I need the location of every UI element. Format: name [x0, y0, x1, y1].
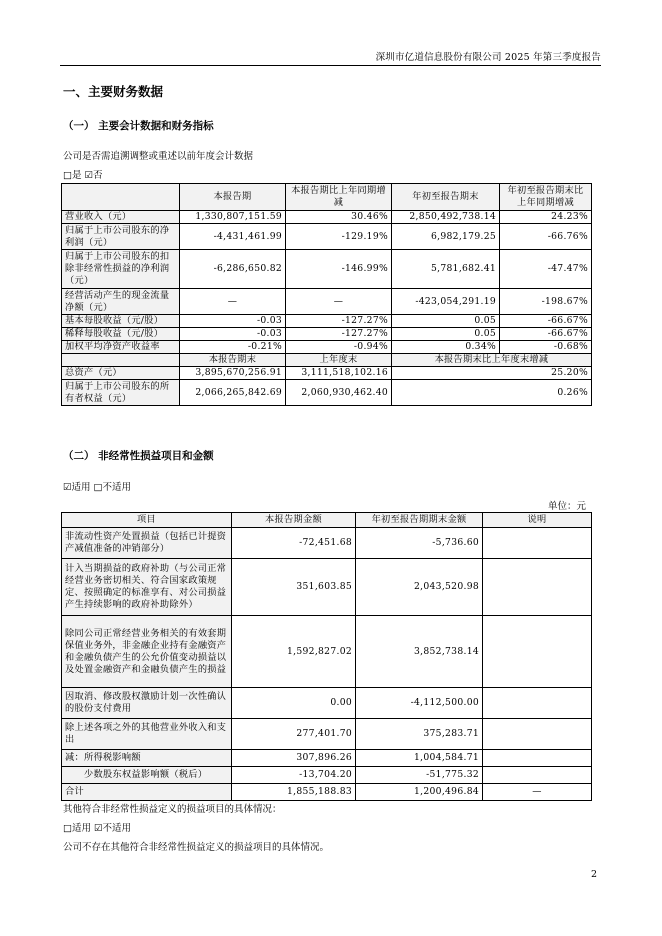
table-cell: -0.03 — [180, 328, 286, 341]
table-header-cell: 本报告期末比上年度末增减 — [392, 354, 592, 367]
page-number: 2 — [591, 869, 598, 880]
table-cell: -66.76% — [500, 224, 592, 250]
table-cell: 3,895,670,256.91 — [180, 367, 286, 380]
other-definition-note: 其他符合非经常性损益定义的损益项目的具体情况： — [63, 804, 282, 815]
table-row — [62, 767, 592, 784]
table-header-cell: 本报告期比上年同期增减 — [286, 184, 392, 211]
table-cell: 0.05 — [392, 315, 500, 328]
table-cell: 6,982,179.25 — [392, 224, 500, 250]
table-row — [62, 250, 592, 289]
table-cell — [483, 528, 592, 559]
table-header-cell: 上年度末 — [286, 354, 392, 367]
table-header-cell: 年初至报告期末 — [392, 184, 500, 211]
table-cell: -72,451.68 — [232, 528, 356, 559]
table-cell: 375,283.71 — [356, 719, 483, 750]
table-cell: -146.99% — [286, 250, 392, 289]
table-cell: — — [180, 289, 286, 315]
table-cell: 1,855,188.83 — [232, 784, 356, 801]
row-label: 基本每股收益（元/股） — [62, 315, 180, 328]
table-cell — [483, 750, 592, 767]
table-cell: 2,060,930,462.40 — [286, 380, 392, 406]
table-header-row — [62, 184, 592, 211]
table-cell: -423,054,291.19 — [392, 289, 500, 315]
table-cell: 1,004,584.71 — [356, 750, 483, 767]
table-cell: -0.21% — [180, 341, 286, 354]
table-cell: 30.46% — [286, 211, 392, 224]
applicable-options: ☑适用 □不适用 — [63, 482, 132, 493]
table-cell: -66.67% — [500, 315, 592, 328]
table-cell: -4,431,461.99 — [180, 224, 286, 250]
table-row — [62, 380, 592, 406]
applicable-options-2: □适用 ☑不适用 — [63, 823, 132, 834]
table-cell: 2,066,265,842.69 — [180, 380, 286, 406]
table-header-cell: 年初至报告期末比上年同期增减 — [500, 184, 592, 211]
header-divider — [60, 65, 601, 66]
table-cell: -127.27% — [286, 315, 392, 328]
table-cell: -129.19% — [286, 224, 392, 250]
table-cell: 0.05 — [392, 328, 500, 341]
row-label: 归属于上市公司股东的扣除非经常性损益的净利润（元） — [62, 250, 180, 289]
table-cell — [483, 767, 592, 784]
section-title: 一、主要财务数据 — [63, 84, 164, 99]
table-cell: -66.67% — [500, 328, 592, 341]
restate-options: □是 ☑否 — [63, 170, 103, 181]
table-header-row — [62, 513, 592, 528]
table-cell: 2,043,520.98 — [356, 559, 483, 616]
row-label: 因取消、修改股权激励计划一次性确认的股份支付费用 — [62, 688, 232, 719]
subsection-title-1: （一） 主要会计数据和财务指标 — [63, 120, 214, 132]
table-row — [62, 328, 592, 341]
table-cell: 307,896.26 — [232, 750, 356, 767]
table-cell: -0.94% — [286, 341, 392, 354]
subsection-title-2: （二） 非经常性损益项目和金额 — [63, 450, 214, 462]
non-recurring-table — [61, 512, 592, 801]
table-cell: 0.34% — [392, 341, 500, 354]
row-label: 归属于上市公司股东的所有者权益（元） — [62, 380, 180, 406]
table-cell: -198.67% — [500, 289, 592, 315]
table-row — [62, 224, 592, 250]
table-header-cell: 本报告期 — [180, 184, 286, 211]
table-row — [62, 784, 592, 801]
row-label: 营业收入（元） — [62, 211, 180, 224]
table-cell: 5,781,682.41 — [392, 250, 500, 289]
table-cell: 351,603.85 — [232, 559, 356, 616]
table-cell: -6,286,650.82 — [180, 250, 286, 289]
table-header-row — [62, 354, 592, 367]
table-cell: 0.00 — [232, 688, 356, 719]
table-row — [62, 688, 592, 719]
table-header-cell: 年初至报告期期末金额 — [356, 513, 483, 528]
row-label: 除上述各项之外的其他营业外收入和支出 — [62, 719, 232, 750]
no-other-items-note: 公司不存在其他符合非经常性损益定义的损益项目的具体情况。 — [63, 842, 330, 853]
row-label: 加权平均净资产收益率 — [62, 341, 180, 354]
table-cell: — — [286, 289, 392, 315]
table-cell: -5,736.60 — [356, 528, 483, 559]
table-cell: 1,200,496.84 — [356, 784, 483, 801]
table-cell: 3,111,518,102.16 — [286, 367, 392, 380]
table-cell: 1,592,827.02 — [232, 616, 356, 688]
table-cell: — — [483, 784, 592, 801]
row-label: 计入当期损益的政府补助（与公司正常经营业务密切相关、符合国家政策规定、按照确定的标准享有、对公司损益产生持续影响的政府补助除外） — [62, 559, 232, 616]
table-header-cell: 项目 — [62, 513, 232, 528]
table-cell: 24.23% — [500, 211, 592, 224]
table-row — [62, 315, 592, 328]
table-cell: -127.27% — [286, 328, 392, 341]
table-cell: -47.47% — [500, 250, 592, 289]
row-label: 总资产（元） — [62, 367, 180, 380]
table-cell — [483, 559, 592, 616]
table-cell — [483, 688, 592, 719]
table-cell: -51,775.32 — [356, 767, 483, 784]
table-cell: -0.03 — [180, 315, 286, 328]
table-header-cell: 本报告期末 — [180, 354, 286, 367]
restate-question: 公司是否需追溯调整或重述以前年度会计数据 — [63, 151, 254, 162]
financial-data-table — [61, 183, 592, 406]
table-cell: 25.20% — [392, 367, 592, 380]
row-label: 非流动性资产处置损益（包括已计提资产减值准备的冲销部分） — [62, 528, 232, 559]
table-cell: 2,850,492,738.14 — [392, 211, 500, 224]
table-cell: -13,704.20 — [232, 767, 356, 784]
table-cell: 0.26% — [392, 380, 592, 406]
table-cell: 3,852,738.14 — [356, 616, 483, 688]
table-cell: 1,330,807,151.59 — [180, 211, 286, 224]
row-label: 稀释每股收益（元/股） — [62, 328, 180, 341]
row-label: 减：所得税影响额 — [62, 750, 232, 767]
table-row — [62, 211, 592, 224]
row-label: 归属于上市公司股东的净利润（元） — [62, 224, 180, 250]
table-header-cell: 本报告期金额 — [232, 513, 356, 528]
row-label: 除同公司正常经营业务相关的有效套期保值业务外，非金融企业持有金融资产和金融负债产生的公允价值变动损益以及处置金融资产和金融负债产生的损益 — [62, 616, 232, 688]
table-row — [62, 341, 592, 354]
table-cell: 277,401.70 — [232, 719, 356, 750]
table-row — [62, 719, 592, 750]
table-cell — [483, 719, 592, 750]
table-cell: -4,112,500.00 — [356, 688, 483, 719]
table-row — [62, 367, 592, 380]
row-label: 少数股东权益影响额（税后） — [62, 767, 232, 784]
table-row — [62, 616, 592, 688]
table-row — [62, 750, 592, 767]
table-header-cell: 说明 — [483, 513, 592, 528]
page-header: 深圳市亿道信息股份有限公司 2025 年第三季度报告 — [375, 52, 601, 63]
table-header-cell — [62, 354, 180, 367]
table-row — [62, 528, 592, 559]
table-row — [62, 559, 592, 616]
unit-label: 单位：元 — [548, 501, 587, 512]
table-cell — [483, 616, 592, 688]
row-label: 经营活动产生的现金流量净额（元） — [62, 289, 180, 315]
table-row — [62, 289, 592, 315]
row-label: 合计 — [62, 784, 232, 801]
table-header-cell — [62, 184, 180, 211]
table-cell: -0.68% — [500, 341, 592, 354]
